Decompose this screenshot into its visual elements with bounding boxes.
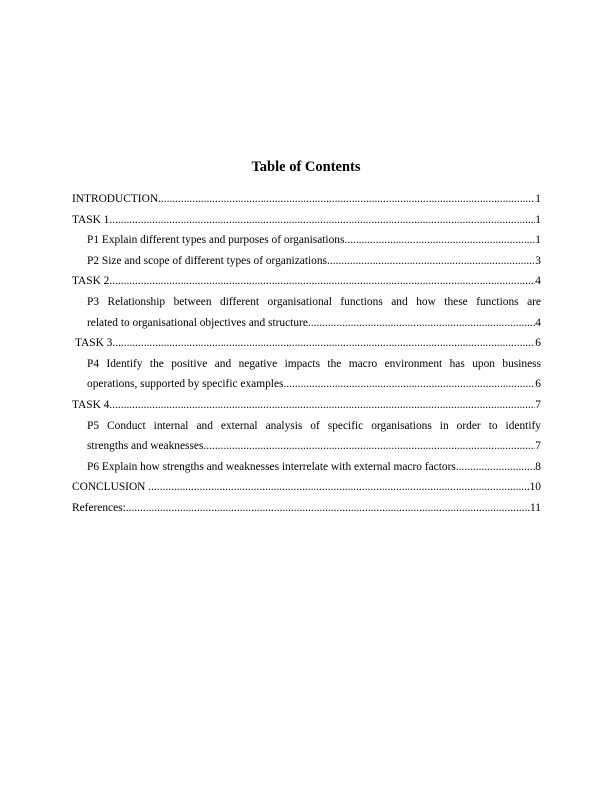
toc-entry-text-line2: related to organisational objectives and structure — [87, 316, 308, 329]
toc-entry-task-3[interactable] — [72, 333, 541, 354]
toc-page-number: 7 — [535, 440, 541, 453]
toc-page-number: 3 — [535, 254, 541, 267]
toc-entry-task-4[interactable] — [72, 395, 541, 416]
toc-page-number: 1 — [535, 213, 541, 226]
toc-page-number: 1 — [535, 234, 541, 247]
toc-leader-dots — [308, 313, 535, 334]
toc-leader-dots — [283, 374, 535, 395]
toc-leader-dots — [109, 271, 535, 292]
toc-entry-text-line1: P3 Relationship between different organisational functions and how these functions are — [87, 295, 541, 308]
toc-entry-text: TASK 3 — [75, 337, 113, 350]
toc-page-number: 6 — [535, 337, 541, 350]
toc-leader-dots — [109, 395, 535, 416]
toc-list — [72, 189, 541, 519]
toc-entry-introduction[interactable] — [72, 189, 541, 210]
toc-entry-text-line2: strengths and weaknesses — [87, 440, 204, 453]
toc-entry-text: P2 Size and scope of different types of organizations — [87, 254, 327, 267]
toc-entry-p3[interactable] — [72, 292, 541, 333]
toc-leader-dots — [327, 251, 535, 272]
toc-entry-conclusion[interactable] — [72, 477, 541, 498]
toc-leader-dots — [109, 210, 535, 231]
toc-leader-dots — [456, 457, 535, 478]
toc-page-number: 6 — [535, 378, 541, 391]
toc-entry-p6[interactable] — [72, 457, 541, 478]
toc-leader-dots — [203, 436, 535, 457]
toc-entry-text: P1 Explain different types and purposes of organisations — [87, 234, 345, 247]
toc-entry-references[interactable] — [72, 498, 541, 519]
toc-page-number: 1 — [535, 193, 541, 205]
toc-page-number: 10 — [529, 481, 541, 494]
toc-entry-text: INTRODUCTION — [72, 193, 159, 205]
toc-entry-text: CONCLUSION — [72, 481, 149, 494]
toc-leader-dots — [126, 498, 530, 519]
toc-entry-p2[interactable] — [72, 251, 541, 272]
toc-entry-task-2[interactable] — [72, 271, 541, 292]
toc-entry-text: TASK 4 — [72, 398, 110, 411]
toc-page-number: 11 — [530, 501, 541, 514]
toc-page-number: 7 — [535, 398, 541, 411]
toc-entry-text-line1: P4 Identify the positive and negative impacts the macro environment has upon business — [87, 357, 541, 370]
toc-entry-text-line1: P5 Conduct internal and external analysis of specific organisations in order to identify — [87, 419, 541, 432]
toc-entry-text: References: — [72, 501, 126, 514]
toc-entry-text: TASK 2 — [72, 275, 110, 288]
toc-entry-p5[interactable] — [72, 416, 541, 457]
toc-page-number: 4 — [535, 316, 541, 329]
toc-title: Table of Contents — [251, 159, 361, 175]
toc-leader-dots — [112, 333, 535, 354]
toc-entry-text-line2: operations, supported by specific examples — [87, 378, 284, 391]
toc-entry-text: P6 Explain how strengths and weaknesses interrelate with external macro factors — [87, 460, 456, 473]
toc-page-number: 4 — [535, 275, 541, 288]
toc-page-number: 8 — [535, 460, 541, 473]
toc-leader-dots — [344, 230, 535, 251]
toc-entry-p4[interactable] — [72, 354, 541, 395]
toc-leader-dots — [148, 477, 529, 498]
toc-leader-dots — [158, 189, 535, 210]
toc-entry-text: TASK 1 — [72, 213, 110, 226]
toc-entry-task-1[interactable] — [72, 210, 541, 231]
toc-entry-p1[interactable] — [72, 230, 541, 251]
